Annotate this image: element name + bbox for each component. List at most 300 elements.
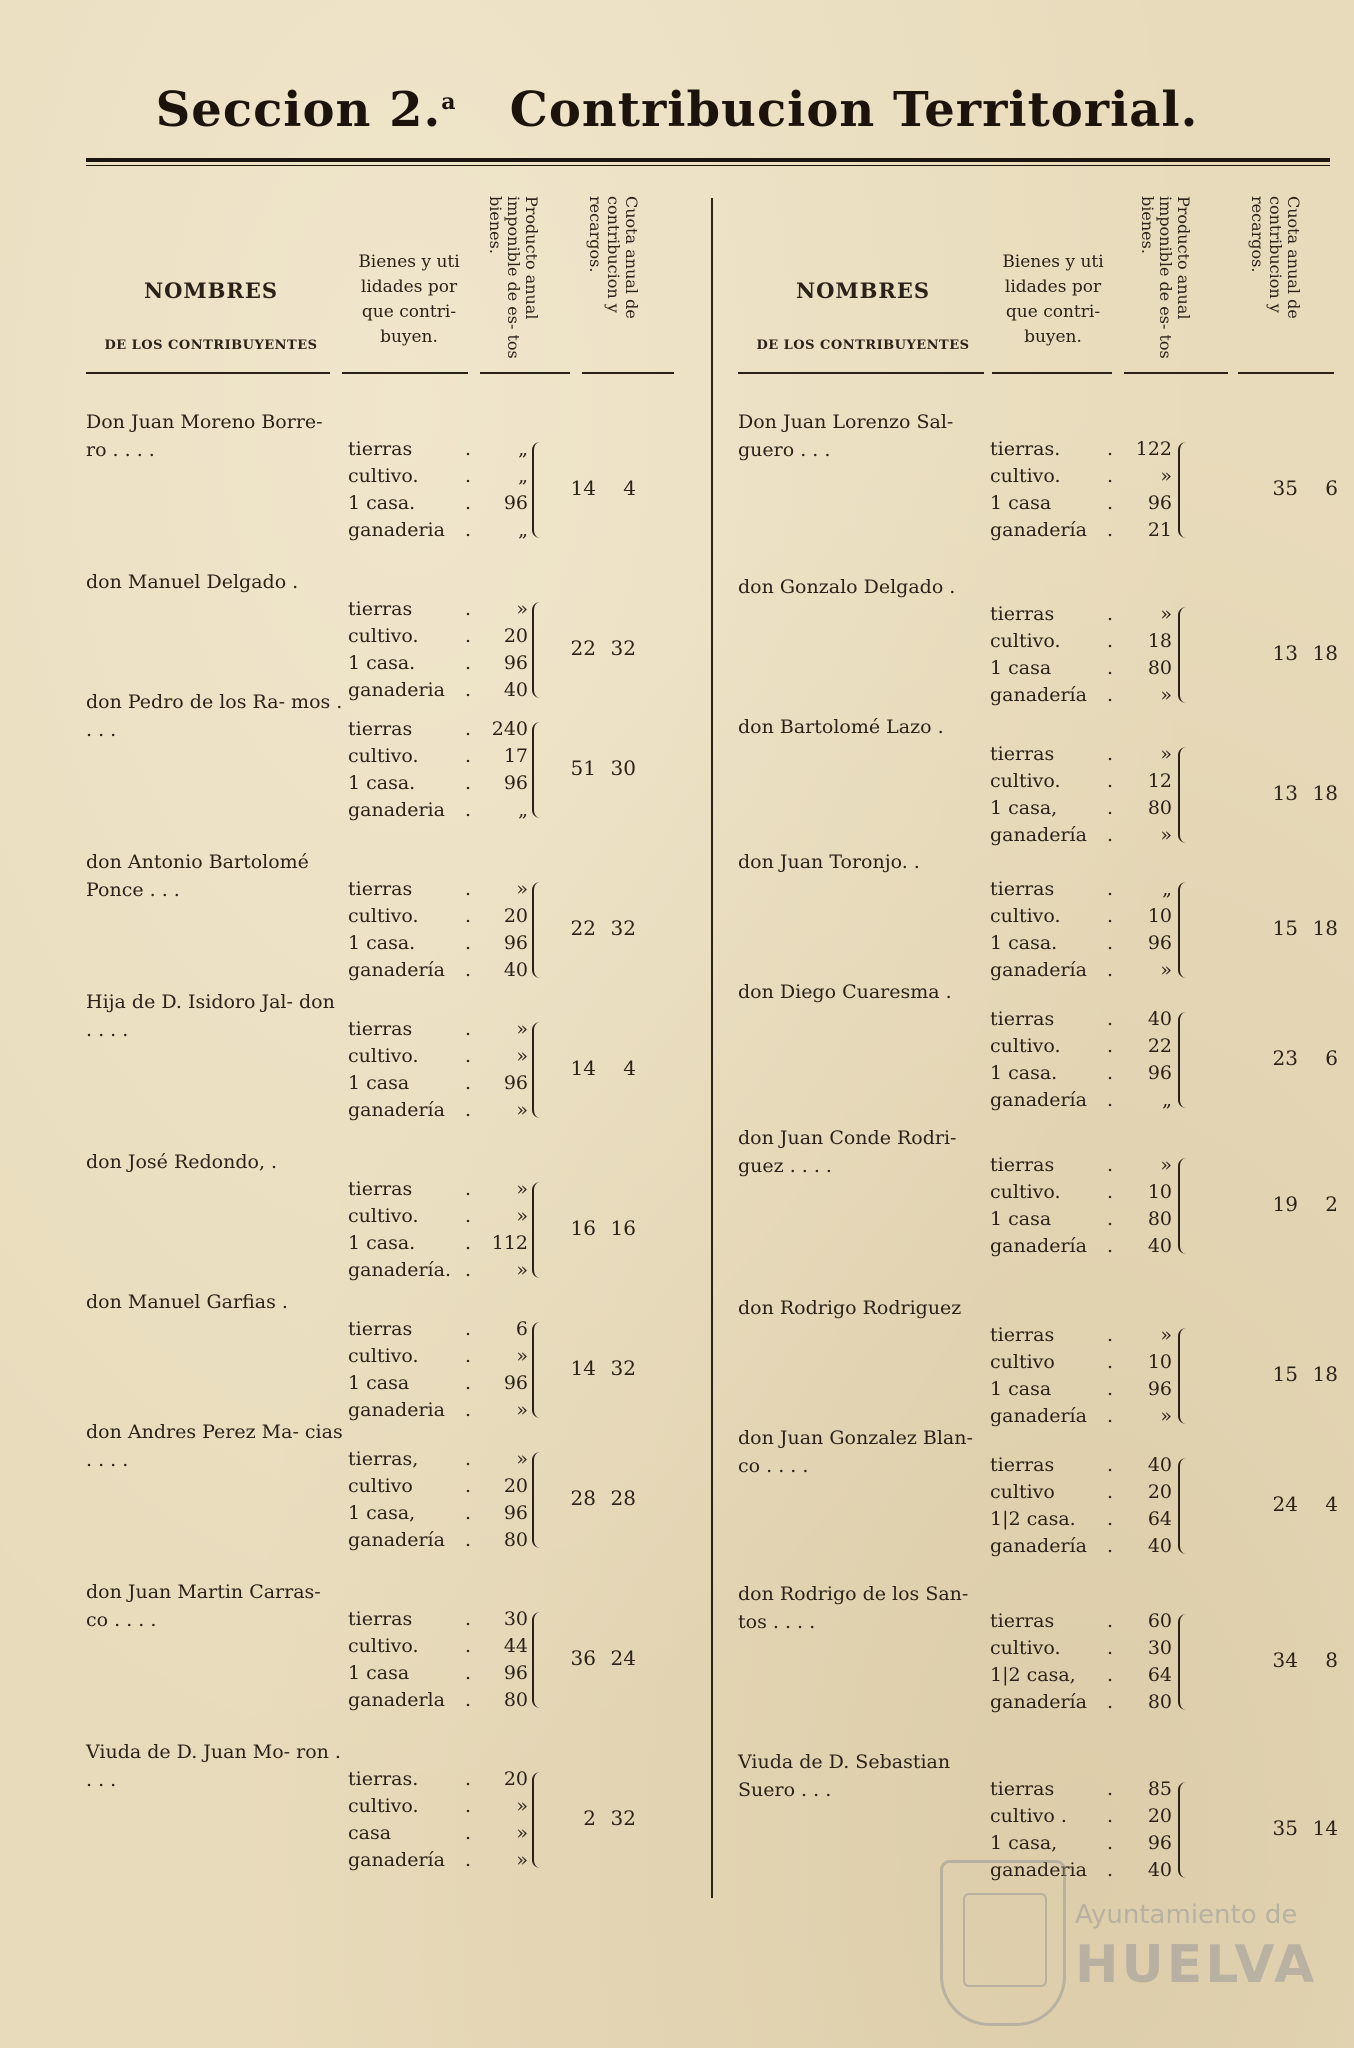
asset-item: ganadería bbox=[348, 1529, 445, 1551]
asset-item: cultivo. bbox=[348, 1345, 419, 1367]
contributor-entry bbox=[86, 1578, 706, 1711]
quota-reales: 34 bbox=[1272, 1648, 1298, 1672]
contributor-name: don Diego Cuaresma . bbox=[738, 981, 952, 1003]
contributor-entry bbox=[738, 978, 1354, 1111]
annual-quota bbox=[556, 1356, 676, 1380]
asset-item: tierras bbox=[990, 1154, 1055, 1176]
contributor-name: don Gonzalo Delgado . bbox=[738, 576, 956, 598]
header-cuota: Cuota anual de contribucion y recargos. bbox=[1248, 196, 1303, 319]
asset-item: cultivo bbox=[348, 1475, 413, 1497]
asset-item: tierras. bbox=[990, 438, 1061, 460]
leader-dots: . . . . bbox=[464, 718, 472, 821]
brace-icon bbox=[532, 1772, 542, 1868]
annual-quota bbox=[1258, 1192, 1354, 1216]
product-value: 96 bbox=[1147, 1832, 1172, 1854]
contributor-name: don Rodrigo Rodriguez bbox=[738, 1297, 962, 1319]
contributor-name: don Manuel Garfias . bbox=[86, 1291, 288, 1313]
product-value: 80 bbox=[503, 1529, 528, 1551]
asset-list bbox=[348, 1176, 458, 1284]
brace-icon bbox=[532, 1022, 542, 1118]
product-values bbox=[1118, 1152, 1172, 1260]
quota-maravedis: 32 bbox=[610, 916, 636, 940]
asset-list bbox=[990, 876, 1100, 984]
asset-item: ganaderla bbox=[348, 1689, 445, 1711]
right-header bbox=[738, 190, 1338, 378]
quota-maravedis: 30 bbox=[610, 756, 636, 780]
product-value: » bbox=[516, 1399, 528, 1421]
annual-quota bbox=[556, 1056, 676, 1080]
asset-list bbox=[990, 1608, 1100, 1716]
product-values bbox=[474, 716, 528, 824]
left-column bbox=[86, 190, 706, 1871]
asset-item: cultivo. bbox=[990, 1637, 1061, 1659]
asset-item: cultivo. bbox=[990, 630, 1061, 652]
asset-item: tierras bbox=[990, 1610, 1055, 1632]
brace-icon bbox=[1178, 1158, 1188, 1254]
quota-reales: 16 bbox=[570, 1216, 596, 1240]
product-values bbox=[1118, 876, 1172, 984]
contributor-entry bbox=[738, 1580, 1354, 1713]
contributor-entry bbox=[86, 848, 706, 981]
product-value: 64 bbox=[1147, 1508, 1172, 1530]
contributor-entry bbox=[738, 848, 1354, 981]
asset-item: ganadería bbox=[990, 824, 1087, 846]
contributor-name: don Manuel Delgado . bbox=[86, 571, 299, 593]
contributor-name: don Rodrigo de los San- tos . . . . bbox=[738, 1583, 969, 1633]
product-value: 20 bbox=[503, 1475, 528, 1497]
asset-item: tierras. bbox=[348, 1768, 419, 1790]
contributor-name: don Pedro de los Ra- mos . . . . bbox=[86, 691, 343, 741]
asset-item: 1 casa bbox=[990, 492, 1052, 514]
product-value: » bbox=[1160, 824, 1172, 846]
header-nombres-sub: DE LOS CONTRIBUYENTES bbox=[756, 338, 970, 353]
product-values bbox=[1118, 1006, 1172, 1114]
brace-icon bbox=[532, 602, 542, 698]
product-value: » bbox=[1160, 1154, 1172, 1176]
asset-item: cultivo. bbox=[990, 1035, 1061, 1057]
annual-quota bbox=[556, 1646, 676, 1670]
asset-item: ganadería bbox=[990, 1535, 1087, 1557]
asset-item: cultivo. bbox=[348, 1205, 419, 1227]
contributor-entry bbox=[738, 1424, 1354, 1557]
product-value: 10 bbox=[1147, 1351, 1172, 1373]
annual-quota bbox=[1258, 1046, 1354, 1070]
asset-item: tierras bbox=[348, 1608, 413, 1630]
asset-item: tierras bbox=[348, 718, 413, 740]
asset-item: cultivo. bbox=[348, 1795, 419, 1817]
product-value: 240 bbox=[491, 718, 528, 740]
quota-reales: 22 bbox=[570, 916, 596, 940]
contributor-entry bbox=[86, 988, 706, 1121]
quota-maravedis: 6 bbox=[1325, 476, 1338, 500]
asset-item: cultivo. bbox=[348, 1635, 419, 1657]
product-values bbox=[474, 1766, 528, 1874]
quota-reales: 23 bbox=[1272, 1046, 1298, 1070]
brace-icon bbox=[532, 1452, 542, 1548]
brace-icon bbox=[1178, 607, 1188, 703]
asset-item: cultivo. bbox=[348, 905, 419, 927]
asset-item: cultivo bbox=[990, 1481, 1055, 1503]
annual-quota bbox=[1258, 1648, 1354, 1672]
leader-dots: . . . . bbox=[464, 1018, 472, 1121]
asset-item: 1 casa bbox=[348, 1372, 410, 1394]
asset-list bbox=[990, 436, 1100, 544]
annual-quota bbox=[1258, 1816, 1354, 1840]
asset-list bbox=[348, 1766, 458, 1874]
annual-quota bbox=[556, 1806, 676, 1830]
annual-quota bbox=[556, 916, 676, 940]
contributor-entry bbox=[738, 1294, 1354, 1427]
asset-item: ganadería bbox=[990, 1405, 1087, 1427]
title-rest: Contribucion Territorial. bbox=[509, 82, 1199, 138]
asset-list bbox=[348, 1446, 458, 1554]
contributor-name: don Juan Gonzalez Blan- co . . . . bbox=[738, 1427, 973, 1477]
brace-icon bbox=[532, 1322, 542, 1418]
leader-dots: . . . . bbox=[1106, 1008, 1114, 1111]
asset-item: cultivo. bbox=[348, 1045, 419, 1067]
asset-item: 1 casa. bbox=[990, 1062, 1058, 1084]
quota-reales: 22 bbox=[570, 636, 596, 660]
asset-item: ganadería bbox=[348, 959, 445, 981]
asset-item: tierras, bbox=[348, 1448, 419, 1470]
product-value: „ bbox=[1162, 878, 1172, 900]
product-value: „ bbox=[1162, 1089, 1172, 1111]
leader-dots: . . . . bbox=[464, 1318, 472, 1421]
asset-item: 1 casa bbox=[348, 1662, 410, 1684]
header-underline-producto bbox=[480, 372, 570, 374]
product-value: » bbox=[516, 598, 528, 620]
quota-maravedis: 32 bbox=[610, 1806, 636, 1830]
title-rule-thick bbox=[86, 158, 1330, 162]
product-value: 44 bbox=[503, 1635, 528, 1657]
asset-item: 1 casa bbox=[990, 1208, 1052, 1230]
product-value: 122 bbox=[1135, 438, 1172, 460]
product-value: » bbox=[516, 1178, 528, 1200]
asset-item: 1 casa, bbox=[990, 1832, 1058, 1854]
leader-dots: . . . . bbox=[464, 1768, 472, 1871]
header-underline-producto bbox=[1124, 372, 1228, 374]
product-value: 12 bbox=[1147, 770, 1172, 792]
asset-item: ganadería bbox=[990, 1235, 1087, 1257]
asset-item: tierras bbox=[348, 598, 413, 620]
brace-icon bbox=[1178, 1012, 1188, 1108]
product-value: 40 bbox=[1147, 1535, 1172, 1557]
product-value: » bbox=[516, 1849, 528, 1871]
contributor-name: don Juan Conde Rodri- guez . . . . bbox=[738, 1127, 957, 1177]
asset-item: ganaderia bbox=[348, 799, 445, 821]
brace-icon bbox=[532, 442, 542, 538]
quota-reales: 28 bbox=[570, 1486, 596, 1510]
quota-reales: 35 bbox=[1272, 1816, 1298, 1840]
leader-dots: . . . . bbox=[464, 1608, 472, 1711]
product-values bbox=[474, 1606, 528, 1714]
asset-item: 1 casa bbox=[348, 1072, 410, 1094]
asset-list bbox=[990, 1452, 1100, 1560]
leader-dots: . . . . bbox=[1106, 1324, 1114, 1427]
header-bienes: Bienes y uti lidades por que contri- buyen. bbox=[358, 252, 460, 347]
product-values bbox=[474, 1176, 528, 1284]
asset-item: tierras bbox=[990, 878, 1055, 900]
product-value: » bbox=[1160, 959, 1172, 981]
header-underline-bienes bbox=[992, 372, 1112, 374]
quota-maravedis: 18 bbox=[1312, 641, 1338, 665]
brace-icon bbox=[1178, 882, 1188, 978]
quota-reales: 2 bbox=[583, 1806, 596, 1830]
asset-list bbox=[348, 436, 458, 544]
product-value: » bbox=[516, 1259, 528, 1281]
leader-dots: . . . . bbox=[1106, 603, 1114, 706]
header-cuota: Cuota anual de contribucion y recargos. bbox=[586, 196, 641, 319]
asset-item: 1 casa. bbox=[348, 1232, 416, 1254]
asset-item: tierras bbox=[990, 1778, 1055, 1800]
asset-item: tierras bbox=[990, 603, 1055, 625]
product-value: » bbox=[1160, 603, 1172, 625]
product-values bbox=[1118, 1608, 1172, 1716]
asset-item: ganaderia bbox=[348, 519, 445, 541]
asset-item: cultivo . bbox=[990, 1805, 1067, 1827]
product-value: 96 bbox=[1147, 1378, 1172, 1400]
asset-item: 1 casa bbox=[990, 1378, 1052, 1400]
contributor-entry bbox=[738, 408, 1354, 541]
asset-item: ganaderia bbox=[990, 1859, 1087, 1881]
product-value: » bbox=[516, 1045, 528, 1067]
product-values bbox=[474, 1016, 528, 1124]
quota-reales: 15 bbox=[1272, 916, 1298, 940]
annual-quota bbox=[556, 756, 676, 780]
quota-maravedis: 2 bbox=[1325, 1192, 1338, 1216]
product-value: 60 bbox=[1147, 1610, 1172, 1632]
asset-list bbox=[990, 741, 1100, 849]
quota-reales: 14 bbox=[570, 476, 596, 500]
brace-icon bbox=[532, 1612, 542, 1708]
brace-icon bbox=[1178, 442, 1188, 538]
asset-item: 1 casa, bbox=[990, 797, 1058, 819]
leader-dots: . . . . bbox=[464, 598, 472, 701]
quota-maravedis: 6 bbox=[1325, 1046, 1338, 1070]
product-value: » bbox=[1160, 1405, 1172, 1427]
contributor-name: don Juan Martin Carras- co . . . . bbox=[86, 1581, 321, 1631]
product-value: » bbox=[1160, 1324, 1172, 1346]
product-values bbox=[474, 1316, 528, 1424]
product-value: 40 bbox=[1147, 1235, 1172, 1257]
contributor-name: don Antonio Bartolomé Ponce . . . bbox=[86, 851, 309, 901]
product-value: 96 bbox=[503, 1502, 528, 1524]
product-values bbox=[1118, 1322, 1172, 1430]
brace-icon bbox=[1178, 1458, 1188, 1554]
header-underline-names bbox=[738, 372, 984, 374]
left-header bbox=[86, 190, 706, 378]
brace-icon bbox=[1178, 1328, 1188, 1424]
annual-quota bbox=[1258, 1492, 1354, 1516]
product-value: » bbox=[516, 1795, 528, 1817]
title-section: Seccion 2. bbox=[155, 82, 442, 138]
product-value: 96 bbox=[1147, 492, 1172, 514]
contributor-entry bbox=[86, 1148, 706, 1281]
product-value: 96 bbox=[503, 1372, 528, 1394]
product-values bbox=[1118, 436, 1172, 544]
quota-maravedis: 18 bbox=[1312, 781, 1338, 805]
product-value: 10 bbox=[1147, 1181, 1172, 1203]
product-value: » bbox=[516, 1205, 528, 1227]
quota-reales: 36 bbox=[570, 1646, 596, 1670]
product-values bbox=[1118, 601, 1172, 709]
asset-item: ganadería bbox=[990, 684, 1087, 706]
asset-item: 1 casa bbox=[990, 657, 1052, 679]
brace-icon bbox=[532, 882, 542, 978]
asset-item: 1 casa, bbox=[348, 1502, 416, 1524]
asset-item: ganadería bbox=[990, 1691, 1087, 1713]
annual-quota bbox=[556, 1216, 676, 1240]
product-value: 10 bbox=[1147, 905, 1172, 927]
asset-list bbox=[990, 601, 1100, 709]
product-value: 40 bbox=[1147, 1859, 1172, 1881]
contributor-entry bbox=[738, 1124, 1354, 1257]
quota-maravedis: 32 bbox=[610, 636, 636, 660]
asset-list bbox=[990, 1006, 1100, 1114]
asset-item: tierras bbox=[348, 878, 413, 900]
stamp-line1: Ayuntamiento de bbox=[1075, 1900, 1298, 1930]
contributor-name: Don Juan Moreno Borre- ro . . . . bbox=[86, 411, 323, 461]
contributor-name: don Andres Perez Ma- cias . . . . bbox=[86, 1421, 343, 1471]
contributor-entry bbox=[86, 1418, 706, 1551]
product-value: 40 bbox=[1147, 1008, 1172, 1030]
quota-maravedis: 4 bbox=[1325, 1492, 1338, 1516]
contributor-entry bbox=[86, 1738, 706, 1871]
product-values bbox=[474, 1446, 528, 1554]
header-underline-cuota bbox=[582, 372, 674, 374]
product-value: 64 bbox=[1147, 1664, 1172, 1686]
product-value: 96 bbox=[503, 1662, 528, 1684]
asset-item: cultivo. bbox=[990, 465, 1061, 487]
asset-item: cultivo. bbox=[348, 745, 419, 767]
annual-quota bbox=[1258, 1362, 1354, 1386]
asset-list bbox=[990, 1152, 1100, 1260]
contributor-name: Viuda de D. Sebastian Suero . . . bbox=[738, 1751, 951, 1801]
leader-dots: . . . . bbox=[464, 438, 472, 541]
header-underline-names bbox=[86, 372, 330, 374]
quota-reales: 35 bbox=[1272, 476, 1298, 500]
quota-reales: 15 bbox=[1272, 1362, 1298, 1386]
brace-icon bbox=[532, 722, 542, 818]
crest-icon bbox=[940, 1860, 1066, 2026]
quota-maravedis: 4 bbox=[623, 1056, 636, 1080]
contributor-entry bbox=[86, 408, 706, 541]
contributor-entry bbox=[86, 568, 706, 701]
huelva-watermark-stamp bbox=[940, 1860, 1318, 2030]
product-value: 30 bbox=[503, 1608, 528, 1630]
leader-dots: . . . . bbox=[1106, 438, 1114, 541]
product-value: 85 bbox=[1147, 1778, 1172, 1800]
quota-maravedis: 4 bbox=[623, 476, 636, 500]
asset-item: 1 casa. bbox=[348, 932, 416, 954]
header-producto: Producto anual imponible de es- tos bienes. bbox=[1138, 196, 1193, 359]
product-value: 40 bbox=[1147, 1454, 1172, 1476]
asset-item: tierras bbox=[348, 1178, 413, 1200]
product-value: » bbox=[516, 1822, 528, 1844]
quota-maravedis: 18 bbox=[1312, 1362, 1338, 1386]
product-value: 20 bbox=[1147, 1481, 1172, 1503]
column-divider bbox=[711, 198, 713, 1898]
quota-maravedis: 32 bbox=[610, 1356, 636, 1380]
contributor-entry bbox=[738, 573, 1354, 706]
product-value: 80 bbox=[1147, 657, 1172, 679]
product-value: 96 bbox=[1147, 1062, 1172, 1084]
annual-quota bbox=[1258, 781, 1354, 805]
asset-item: cultivo. bbox=[348, 465, 419, 487]
product-value: 30 bbox=[1147, 1637, 1172, 1659]
asset-item: 1|2 casa, bbox=[990, 1664, 1076, 1686]
stamp-line2: HUELVA bbox=[1075, 1935, 1318, 1995]
product-value: 6 bbox=[515, 1318, 528, 1340]
asset-item: cultivo. bbox=[990, 905, 1061, 927]
asset-item: ganadería bbox=[990, 1089, 1087, 1111]
leader-dots: . . . . bbox=[464, 1448, 472, 1551]
product-value: „ bbox=[518, 799, 528, 821]
quota-maravedis: 18 bbox=[1312, 916, 1338, 940]
product-value: » bbox=[516, 1099, 528, 1121]
asset-item: 1 casa. bbox=[348, 652, 416, 674]
leader-dots: . . . . bbox=[1106, 1778, 1114, 1881]
annual-quota bbox=[1258, 476, 1354, 500]
quota-reales: 14 bbox=[570, 1356, 596, 1380]
product-value: 20 bbox=[503, 625, 528, 647]
contributor-entry bbox=[86, 688, 706, 821]
asset-item: tierras bbox=[990, 1454, 1055, 1476]
leader-dots: . . . . bbox=[1106, 878, 1114, 981]
header-underline-bienes bbox=[342, 372, 468, 374]
product-value: 96 bbox=[503, 1072, 528, 1094]
asset-item: cultivo. bbox=[348, 625, 419, 647]
annual-quota bbox=[1258, 641, 1354, 665]
product-value: 96 bbox=[503, 652, 528, 674]
contributor-entry bbox=[86, 1288, 706, 1421]
product-value: » bbox=[1160, 684, 1172, 706]
leader-dots: . . . . bbox=[1106, 1454, 1114, 1557]
right-column bbox=[738, 190, 1338, 1881]
quota-reales: 51 bbox=[570, 756, 596, 780]
product-value: 80 bbox=[503, 1689, 528, 1711]
product-values bbox=[1118, 741, 1172, 849]
asset-item: tierras bbox=[990, 743, 1055, 765]
contributor-name: don Bartolomé Lazo . bbox=[738, 716, 944, 738]
asset-list bbox=[348, 876, 458, 984]
asset-item: 1|2 casa. bbox=[990, 1508, 1076, 1530]
quota-reales: 24 bbox=[1272, 1492, 1298, 1516]
asset-item: ganadería bbox=[990, 959, 1087, 981]
product-value: 40 bbox=[503, 679, 528, 701]
product-value: 96 bbox=[503, 492, 528, 514]
asset-item: ganaderia bbox=[348, 679, 445, 701]
quota-reales: 13 bbox=[1272, 641, 1298, 665]
leader-dots: . . . . bbox=[464, 878, 472, 981]
asset-list bbox=[990, 1322, 1100, 1430]
asset-list bbox=[348, 1316, 458, 1424]
asset-item: cultivo bbox=[990, 1351, 1055, 1373]
asset-item: ganadería bbox=[990, 519, 1087, 541]
product-value: 40 bbox=[503, 959, 528, 981]
asset-item: casa bbox=[348, 1822, 392, 1844]
annual-quota bbox=[556, 636, 676, 660]
header-nombres: NOMBRES bbox=[143, 278, 279, 303]
product-value: 18 bbox=[1147, 630, 1172, 652]
contributor-name: Viuda de D. Juan Mo- ron . . . . bbox=[86, 1741, 341, 1791]
product-value: 96 bbox=[1147, 932, 1172, 954]
product-value: 20 bbox=[503, 905, 528, 927]
product-value: 20 bbox=[503, 1768, 528, 1790]
annual-quota bbox=[556, 1486, 676, 1510]
product-value: » bbox=[1160, 743, 1172, 765]
product-value: » bbox=[1160, 465, 1172, 487]
